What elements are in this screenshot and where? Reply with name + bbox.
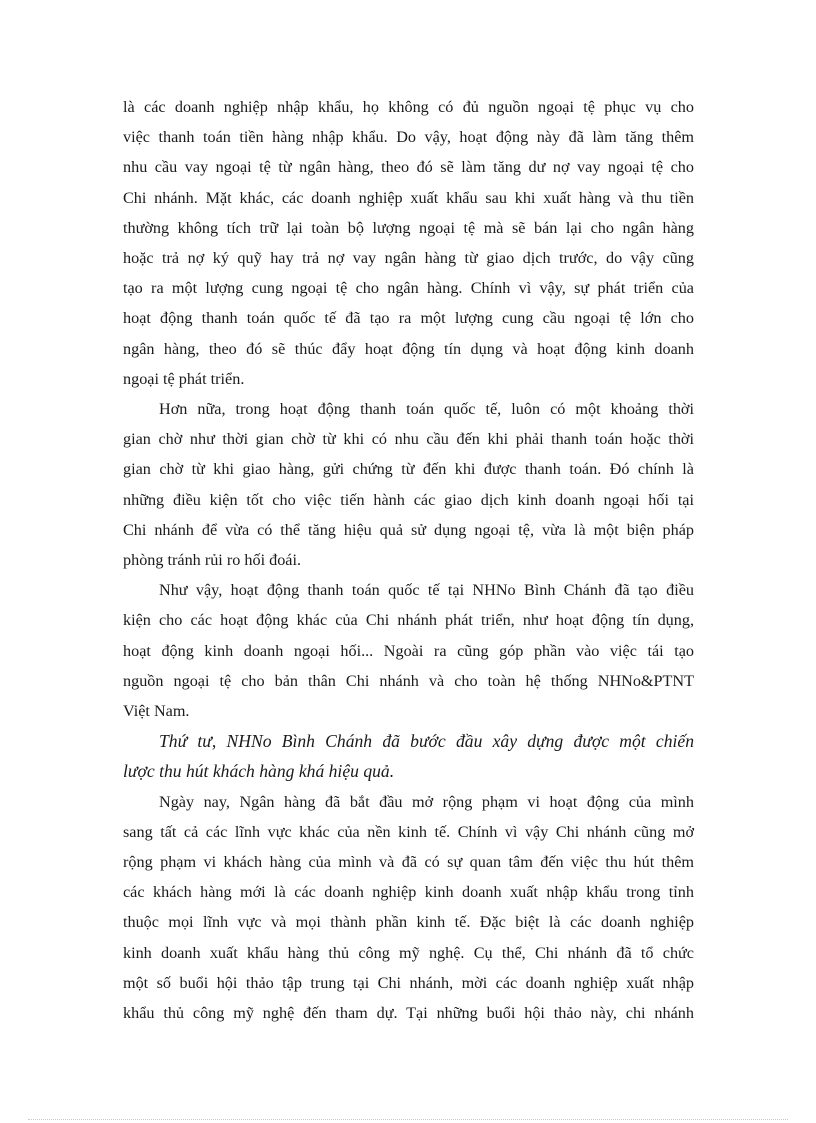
text-line: gian chờ như thời gian chờ từ khi có nhu cầu đến khi phải thanh toán hoặc thời xyxy=(123,430,694,449)
text-line: Chi nhánh để vừa có thể tăng hiệu quả sử dụng ngoại tệ, vừa là một biện pháp xyxy=(123,520,694,539)
paragraph-foreign-exchange xyxy=(123,394,694,575)
text-line: là các doanh nghiệp nhập khẩu, họ không có đủ nguồn ngoại tệ phục vụ cho xyxy=(123,98,694,116)
text-line: Việt Nam. xyxy=(123,702,190,721)
text-line: Như vậy, hoạt động thanh toán quốc tế tại NHNo Bình Chánh đã tạo điều xyxy=(159,581,694,600)
text-line: kinh doanh xuất khẩu hàng thủ công mỹ nghệ. Cụ thể, Chi nhánh đã tổ chức xyxy=(123,943,694,962)
text-line: Hơn nữa, trong hoạt động thanh toán quốc tế, luôn có một khoảng thời xyxy=(159,400,694,419)
paragraph-customer-strategy xyxy=(123,787,694,1029)
paragraph-continuation xyxy=(123,92,694,394)
text-line: một số buổi hội thảo tập trung tại Chi nhánh, mời các doanh nghiệp xuất nhập xyxy=(123,973,694,992)
text-line: nguồn ngoại tệ cho bản thân Chi nhánh và cho toàn hệ thống NHNo&PTNT xyxy=(123,671,694,690)
document-page xyxy=(123,92,694,1028)
text-line: sang tất cả các lĩnh vực khác của nền kinh tế. Chính vì vậy Chi nhánh cũng mở xyxy=(123,822,694,841)
text-line: việc thanh toán tiền hàng nhập khẩu. Do vậy, hoạt động này đã làm tăng thêm xyxy=(123,128,694,147)
text-line: kiện cho các hoạt động khác của Chi nhánh phát triển, như hoạt động tín dụng, xyxy=(123,611,694,630)
paragraph-summary xyxy=(123,575,694,726)
heading-line: lược thu hút khách hàng khá hiệu quả. xyxy=(123,761,395,782)
text-line: Ngày nay, Ngân hàng đã bắt đầu mở rộng phạm vi hoạt động của mình xyxy=(159,792,694,811)
text-line: ngân hàng, theo đó sẽ thúc đẩy hoạt động tín dụng và hoạt động kinh doanh xyxy=(123,339,694,358)
text-line: khẩu thủ công mỹ nghệ đến tham dự. Tại những buổi hội thảo này, chi nhánh xyxy=(123,1004,694,1023)
text-line: các khách hàng mới là các doanh nghiệp kinh doanh xuất nhập khẩu trong tỉnh xyxy=(123,883,694,902)
text-line: hoạt động kinh doanh ngoại hối... Ngoài ra cũng góp phần vào việc tái tạo xyxy=(123,641,694,660)
section-heading-italic xyxy=(123,726,694,786)
page-bottom-divider xyxy=(28,1119,788,1120)
text-line: gian chờ từ khi giao hàng, gửi chứng từ đến khi được thanh toán. Đó chính là xyxy=(123,460,694,479)
text-line: thường không tích trữ lại toàn bộ lượng ngoại tệ mà sẽ bán lại cho ngân hàng xyxy=(123,218,694,237)
text-line: thuộc mọi lĩnh vực và mọi thành phần kinh tế. Đặc biệt là các doanh nghiệp xyxy=(123,913,694,932)
text-line: tạo ra một lượng cung ngoại tệ cho ngân hàng. Chính vì vậy, sự phát triển của xyxy=(123,279,694,298)
text-line: hoạt động thanh toán quốc tế đã tạo ra một lượng cung cầu ngoại tệ lớn cho xyxy=(123,309,694,328)
text-line: những điều kiện tốt cho việc tiến hành các giao dịch kinh doanh ngoại hối tại xyxy=(123,490,694,509)
heading-line: Thứ tư, NHNo Bình Chánh đã bước đầu xây dựng được một chiến xyxy=(159,731,694,752)
text-line: hoặc trả nợ ký quỹ hay trả nợ vay ngân hàng từ giao dịch trước, do vậy cũng xyxy=(123,249,694,268)
text-line: nhu cầu vay ngoại tệ từ ngân hàng, theo đó sẽ làm tăng dư nợ vay ngoại tệ cho xyxy=(123,158,694,177)
text-line: ngoại tệ phát triển. xyxy=(123,369,245,388)
text-line: Chi nhánh. Mặt khác, các doanh nghiệp xuất khẩu sau khi xuất hàng và thu tiền xyxy=(123,188,694,207)
text-line: phòng tránh rủi ro hối đoái. xyxy=(123,551,302,570)
text-line: rộng phạm vi khách hàng của mình và đã có sự quan tâm đến việc thu hút thêm xyxy=(123,853,694,872)
